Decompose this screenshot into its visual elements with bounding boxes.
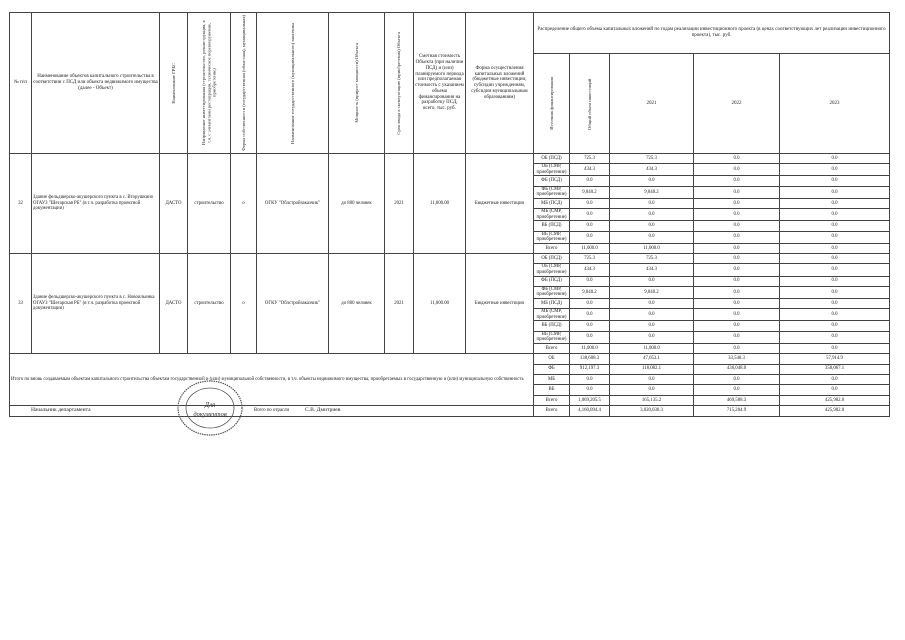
header-vid-text: Направление инвестирования (строительство, реконструкция, в т.ч. с элементами реставрации, техническое перевооружение, приобретение): [201, 20, 217, 146]
value-cell: 0.0: [694, 286, 780, 298]
value-cell: 11,000.0: [570, 343, 610, 353]
source-cell: ФБ (ПСД): [534, 176, 570, 186]
value-cell: 11,000.0: [570, 243, 610, 253]
header-grbs: [160, 13, 188, 154]
object-forma: о: [231, 154, 257, 254]
value-cell: 0.0: [610, 209, 694, 221]
object-smeta: 11,000.00: [414, 254, 466, 354]
source-cell: ФБ (ПСД): [534, 276, 570, 286]
signature-title: Начальник департамента: [31, 407, 91, 413]
signature-name: С.В. Дмитриев: [305, 407, 341, 413]
value-cell: 9,840.2: [570, 186, 610, 198]
header-forma-text: Форма собственности (государственная (областная), муниципальная): [240, 15, 246, 151]
value-cell: 0.0: [694, 221, 780, 231]
value-cell: 1,069,205.5: [570, 395, 610, 405]
value-cell: 0.0: [780, 254, 890, 264]
object-zakazchik: ОГКУ "Облстройзаказчик": [257, 154, 329, 254]
value-cell: 0.0: [570, 209, 610, 221]
source-cell: Всего: [534, 406, 570, 416]
header-2021: 2021: [610, 54, 694, 154]
value-cell: 0.0: [610, 231, 694, 243]
object-forma: о: [231, 254, 257, 354]
value-cell: 0.0: [780, 309, 890, 321]
header-ist: [534, 54, 570, 154]
value-cell: 0.0: [570, 231, 610, 243]
value-cell: 0.0: [694, 331, 780, 343]
value-cell: 0.0: [780, 243, 890, 253]
header-moshch-text: Мощность (прирост мощности) Объекта: [353, 43, 359, 123]
header-moshch: [329, 13, 385, 154]
value-cell: 0.0: [780, 154, 890, 164]
value-cell: 0.0: [610, 276, 694, 286]
value-cell: 434.3: [610, 164, 694, 176]
value-cell: 0.0: [780, 374, 890, 384]
value-cell: 0.0: [780, 385, 890, 395]
value-cell: 0.0: [780, 286, 890, 298]
object-moshchnost: до 800 человек: [329, 154, 385, 254]
value-cell: 0.0: [694, 276, 780, 286]
value-cell: 0.0: [610, 309, 694, 321]
value-cell: 138,608.3: [570, 354, 610, 364]
header-vid: [188, 13, 231, 154]
source-cell: ФБ: [534, 364, 570, 374]
object-grbs: ДАСТО: [160, 154, 188, 254]
header-grbs-text: Наименование ГРБС: [170, 62, 176, 104]
value-cell: 0.0: [694, 154, 780, 164]
object-vid: строительство: [188, 154, 231, 254]
value-cell: 57,914.9: [780, 354, 890, 364]
value-cell: 0.0: [610, 221, 694, 231]
header-zak-text: Наименование государственного (муниципального) заказчика: [289, 22, 295, 144]
value-cell: 118,082.1: [610, 364, 694, 374]
value-cell: 0.0: [780, 264, 890, 276]
header-smeta: Сметная стоимость Объекта (при наличии ПСД) и (или) планируемого периода или предполагаемая стоимость с указанием объема финансирования на разработку ПСД, всего, тыс. руб.: [414, 13, 466, 154]
value-cell: 165,135.2: [610, 395, 694, 405]
vsego-row: [10, 406, 890, 416]
value-cell: 0.0: [610, 374, 694, 384]
value-cell: 0.0: [694, 374, 780, 384]
object-name: Здание фельдшерско-акушерского пункта в с. Вторушкино ОГАУЗ "Шегарская РБ" (в т.ч. разработка проектной документации): [32, 154, 160, 254]
source-cell: ОБ (СМР, приобретение): [534, 264, 570, 276]
value-cell: 436,048.0: [694, 364, 780, 374]
header-2023: 2023: [780, 54, 890, 154]
value-cell: 0.0: [694, 186, 780, 198]
source-cell: МБ (СМР, приобретение): [534, 209, 570, 221]
svg-text:Для: Для: [204, 401, 216, 409]
value-cell: 0.0: [610, 385, 694, 395]
value-cell: 0.0: [780, 164, 890, 176]
value-cell: 912,197.3: [570, 364, 610, 374]
object-number: 32: [10, 154, 32, 254]
value-cell: 0.0: [780, 343, 890, 353]
value-cell: 0.0: [570, 198, 610, 208]
source-cell: Всего: [534, 395, 570, 405]
value-cell: 0.0: [570, 176, 610, 186]
value-cell: 0.0: [780, 209, 890, 221]
source-cell: МБ (ПСД): [534, 298, 570, 308]
value-cell: 725.3: [610, 254, 694, 264]
value-cell: 0.0: [610, 298, 694, 308]
value-cell: 33,540.3: [694, 354, 780, 364]
value-cell: 0.0: [610, 321, 694, 331]
header-2022: 2022: [694, 54, 780, 154]
value-cell: 715,204.9: [694, 406, 780, 416]
source-cell: ОБ: [534, 354, 570, 364]
investment-table: [9, 12, 890, 417]
value-cell: 0.0: [610, 198, 694, 208]
header-zak: [257, 13, 329, 154]
value-cell: 725.3: [610, 154, 694, 164]
value-cell: 0.0: [610, 331, 694, 343]
value-cell: 0.0: [570, 298, 610, 308]
source-cell: МБ (СМР, приобретение): [534, 309, 570, 321]
source-cell: ВБ (СМР, приобретение): [534, 331, 570, 343]
source-cell: Всего: [534, 343, 570, 353]
value-cell: 434.3: [570, 164, 610, 176]
value-cell: 9,840.2: [610, 186, 694, 198]
value-cell: 0.0: [694, 264, 780, 276]
table-row: [10, 254, 890, 264]
value-cell: 0.0: [780, 276, 890, 286]
object-form-fin: Бюджетные инвестиции: [466, 254, 534, 354]
source-cell: МБ: [534, 374, 570, 384]
source-cell: ОБ (ПСД): [534, 254, 570, 264]
value-cell: 469,588.3: [694, 395, 780, 405]
value-cell: 0.0: [694, 209, 780, 221]
value-cell: 0.0: [694, 309, 780, 321]
value-cell: 0.0: [694, 298, 780, 308]
value-cell: 425,982.0: [780, 406, 890, 416]
header-num: № п/п: [10, 13, 32, 154]
object-zakazchik: ОГКУ "Облстройзаказчик": [257, 254, 329, 354]
value-cell: 0.0: [780, 221, 890, 231]
document: [9, 12, 886, 417]
value-cell: 3,020,030.3: [610, 406, 694, 416]
stamp-seal: [175, 378, 245, 438]
source-cell: МБ (ПСД): [534, 198, 570, 208]
value-cell: 0.0: [570, 221, 610, 231]
value-cell: 0.0: [570, 385, 610, 395]
value-cell: 9,840.2: [570, 286, 610, 298]
value-cell: 4,160,094.4: [570, 406, 610, 416]
value-cell: 425,982.0: [780, 395, 890, 405]
source-cell: Всего: [534, 243, 570, 253]
object-grbs: ДАСТО: [160, 254, 188, 354]
value-cell: 0.0: [780, 321, 890, 331]
svg-text:документов: документов: [193, 411, 227, 418]
header-srok: [385, 13, 414, 154]
object-smeta: 11,000.00: [414, 154, 466, 254]
value-cell: 0.0: [570, 374, 610, 384]
object-number: 33: [10, 254, 32, 354]
value-cell: 0.0: [780, 331, 890, 343]
value-cell: 0.0: [694, 243, 780, 253]
object-srok: 2021: [385, 154, 414, 254]
value-cell: 0.0: [780, 231, 890, 243]
source-cell: ВБ (ПСД): [534, 221, 570, 231]
itogo-label: Итого по вновь создаваемым объектам капитального строительства объектам государственной и (или) муниципальной собственности, в т.ч. объекты недвижимого имущества, приобретаемых в государственную и (или) муниципальную собственность: [10, 354, 534, 406]
value-cell: 0.0: [694, 231, 780, 243]
object-moshchnost: до 800 человек: [329, 254, 385, 354]
value-cell: 11,000.0: [610, 243, 694, 253]
value-cell: 0.0: [780, 298, 890, 308]
value-cell: 725.3: [570, 254, 610, 264]
header-form-fin: Форма осуществления капитальных вложений (бюджетные инвестиции, субсидии учреждениям, субсидии муниципальным образованиям): [466, 13, 534, 154]
source-cell: ОБ (ПСД): [534, 154, 570, 164]
value-cell: 0.0: [694, 343, 780, 353]
value-cell: 0.0: [570, 309, 610, 321]
value-cell: 0.0: [570, 276, 610, 286]
value-cell: 434.3: [570, 264, 610, 276]
table-row: [10, 154, 890, 164]
value-cell: 47,053.1: [610, 354, 694, 364]
value-cell: 0.0: [694, 176, 780, 186]
value-cell: 725.3: [570, 154, 610, 164]
object-form-fin: Бюджетные инвестиции: [466, 154, 534, 254]
value-cell: 11,000.0: [610, 343, 694, 353]
header-total-text: Общий объем инвестиций: [586, 77, 592, 130]
itogo-row: [10, 354, 890, 364]
header-forma: [231, 13, 257, 154]
value-cell: 358,067.1: [780, 364, 890, 374]
value-cell: 0.0: [570, 331, 610, 343]
source-cell: ВБ (СМР, приобретение): [534, 231, 570, 243]
value-cell: 0.0: [694, 198, 780, 208]
value-cell: 0.0: [610, 176, 694, 186]
value-cell: 0.0: [780, 186, 890, 198]
value-cell: 0.0: [694, 321, 780, 331]
object-vid: строительство: [188, 254, 231, 354]
source-cell: ОБ (СМР, приобретение): [534, 164, 570, 176]
value-cell: 0.0: [570, 321, 610, 331]
header-total: [570, 54, 610, 154]
value-cell: 0.0: [694, 164, 780, 176]
vsego-label: Всего по отрасли: [10, 406, 534, 416]
value-cell: 434.3: [610, 264, 694, 276]
value-cell: 9,840.2: [610, 286, 694, 298]
header-raspr: Распределение общего объема капитальных вложений по годам реализации инвестиционного проекта (в ценах соответствующих лет реализации инвестиционного проекта), тыс. руб.: [534, 13, 890, 54]
object-srok: 2021: [385, 254, 414, 354]
source-cell: ВБ (ПСД): [534, 321, 570, 331]
value-cell: 0.0: [780, 176, 890, 186]
header-ist-text: Источник финансирования: [548, 77, 554, 131]
header-srok-text: Срок ввода в эксплуатацию (приобретения) Объекта: [396, 31, 402, 135]
object-name: Здание фельдшерско-акушерского пункта в с. Новоильинка ОГАУЗ "Шегарская РБ" (в т.ч. разработка проектной документации): [32, 254, 160, 354]
source-cell: ВБ: [534, 385, 570, 395]
value-cell: 0.0: [694, 385, 780, 395]
source-cell: ФБ (СМР, приобретение): [534, 186, 570, 198]
source-cell: ФБ (СМР, приобретение): [534, 286, 570, 298]
header-name: Наименование объектов капитального строительства в соответствии с ПСД или объекта недвижимого имущества (далее - Объект): [32, 13, 160, 154]
value-cell: 0.0: [694, 254, 780, 264]
value-cell: 0.0: [780, 198, 890, 208]
